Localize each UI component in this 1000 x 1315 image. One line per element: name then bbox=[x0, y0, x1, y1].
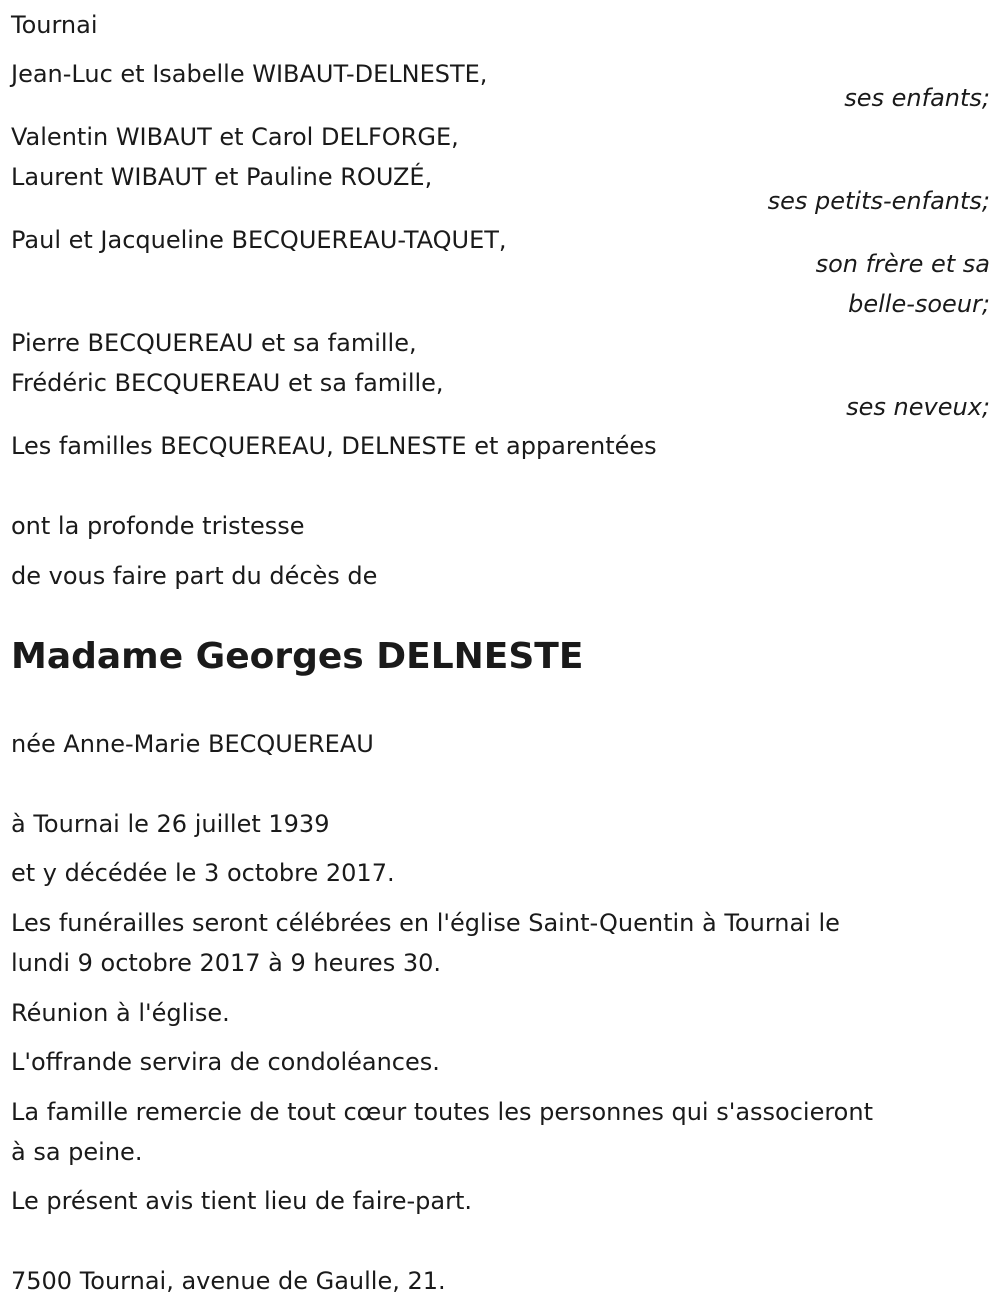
grandchild-name: Valentin WIBAUT et Carol DELFORGE, bbox=[11, 123, 459, 151]
city-heading: Tournai bbox=[11, 11, 98, 39]
grandchildren-role: ses petits-enfants; bbox=[767, 187, 990, 215]
announcement-line1: ont la profonde tristesse bbox=[11, 512, 305, 540]
nephews-role: ses neveux; bbox=[846, 393, 990, 421]
grandchild-name: Laurent WIBAUT et Pauline ROUZÉ, bbox=[11, 163, 433, 191]
death-date: et y décédée le 3 octobre 2017. bbox=[11, 859, 395, 887]
funeral-line2: lundi 9 octobre 2017 à 9 heures 30. bbox=[11, 949, 441, 977]
announcement-line2: de vous faire part du décès de bbox=[11, 562, 378, 590]
sibling-role-line1: son frère et sa bbox=[815, 250, 990, 278]
nephew-name: Pierre BECQUEREAU et sa famille, bbox=[11, 329, 417, 357]
sibling-names: Paul et Jacqueline BECQUEREAU-TAQUET, bbox=[11, 226, 507, 254]
funeral-line1: Les funérailles seront célébrées en l'église Saint-Quentin à Tournai le bbox=[11, 909, 840, 937]
address-line: 7500 Tournai, avenue de Gaulle, 21. bbox=[11, 1267, 446, 1295]
birth-name: née Anne-Marie BECQUEREAU bbox=[11, 730, 374, 758]
nephew-name: Frédéric BECQUEREAU et sa famille, bbox=[11, 369, 444, 397]
notice-line: Le présent avis tient lieu de faire-part. bbox=[11, 1187, 473, 1215]
relatives-line: Les familles BECQUEREAU, DELNESTE et apparentées bbox=[11, 432, 657, 460]
thanks-line2: à sa peine. bbox=[11, 1138, 143, 1166]
meeting-info: Réunion à l'église. bbox=[11, 999, 230, 1027]
offering-info: L'offrande servira de condoléances. bbox=[11, 1048, 440, 1076]
deceased-name: Madame Georges DELNESTE bbox=[11, 636, 584, 677]
children-role: ses enfants; bbox=[844, 84, 990, 112]
children-names: Jean-Luc et Isabelle WIBAUT-DELNESTE, bbox=[11, 60, 488, 88]
sibling-role-line2: belle-soeur; bbox=[848, 290, 990, 318]
thanks-line1: La famille remercie de tout cœur toutes les personnes qui s'associeront bbox=[11, 1098, 873, 1126]
birth-date: à Tournai le 26 juillet 1939 bbox=[11, 810, 330, 838]
